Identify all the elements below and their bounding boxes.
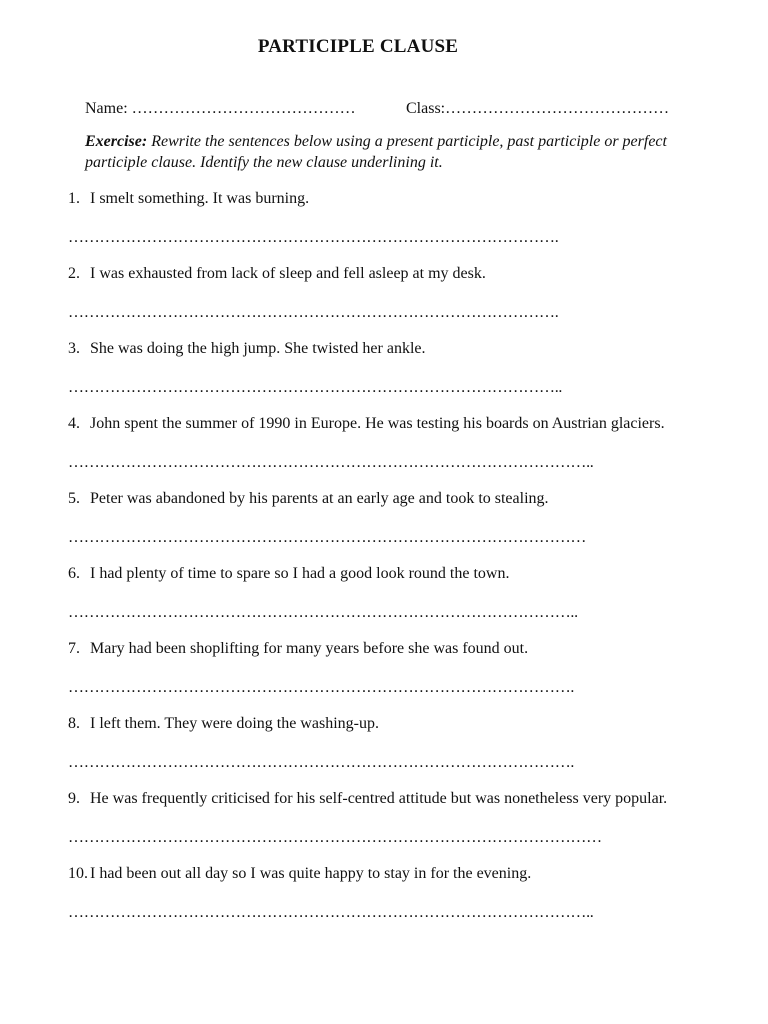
answer-line[interactable]: ……………………………………………………………………………………. bbox=[68, 754, 575, 771]
question-number: 2. bbox=[68, 265, 80, 282]
answer-line[interactable]: …………………………………………………………………………………. bbox=[68, 304, 559, 321]
question-number: 9. bbox=[68, 790, 80, 807]
question-text: She was doing the high jump. She twisted her ankle. bbox=[90, 340, 426, 357]
question-item bbox=[68, 640, 728, 715]
question-number: 5. bbox=[68, 490, 80, 507]
answer-line[interactable]: ………………………………………………………………………………………… bbox=[68, 829, 602, 846]
question-item bbox=[68, 715, 728, 790]
question-number: 8. bbox=[68, 715, 80, 732]
question-number: 6. bbox=[68, 565, 80, 582]
question-item bbox=[68, 415, 728, 490]
question-text: I smelt something. It was burning. bbox=[90, 190, 310, 207]
question-item bbox=[68, 340, 728, 415]
answer-line[interactable]: ……………………………………………………………………………………….. bbox=[68, 454, 594, 471]
name-field[interactable]: Name: …………………………………… bbox=[85, 100, 356, 117]
question-text: Mary had been shoplifting for many years before she was found out. bbox=[90, 640, 529, 657]
question-number: 3. bbox=[68, 340, 80, 357]
question-text: I left them. They were doing the washing-up. bbox=[90, 715, 379, 732]
answer-line[interactable]: …………………………………………………………………………………….. bbox=[68, 604, 578, 621]
question-item bbox=[68, 265, 728, 340]
answer-line[interactable]: ……………………………………………………………………………………… bbox=[68, 529, 587, 546]
student-fields bbox=[85, 100, 670, 118]
question-text: I had plenty of time to spare so I had a good look round the town. bbox=[90, 565, 510, 582]
question-text: Peter was abandoned by his parents at an early age and took to stealing. bbox=[90, 490, 549, 507]
question-number: 10. bbox=[68, 865, 88, 882]
question-text: I was exhausted from lack of sleep and fell asleep at my desk. bbox=[90, 265, 486, 282]
answer-line[interactable]: …………………………………………………………………………………. bbox=[68, 229, 559, 246]
question-list bbox=[68, 190, 728, 940]
class-field[interactable]: Class:…………………………………… bbox=[406, 100, 670, 117]
question-item bbox=[68, 565, 728, 640]
answer-line[interactable]: ………………………………………………………………………………….. bbox=[68, 379, 563, 396]
question-text: He was frequently criticised for his self-centred attitude but was nonetheless very popular. bbox=[90, 790, 668, 807]
question-text: I had been out all day so I was quite happy to stay in for the evening. bbox=[90, 865, 532, 882]
question-number: 4. bbox=[68, 415, 80, 432]
question-item bbox=[68, 865, 728, 940]
question-text: John spent the summer of 1990 in Europe. He was testing his boards on Austrian glaciers. bbox=[90, 415, 665, 432]
question-number: 1. bbox=[68, 190, 80, 207]
exercise-label: Exercise: bbox=[85, 133, 148, 150]
question-item bbox=[68, 190, 728, 265]
answer-line[interactable]: ……………………………………………………………………………………. bbox=[68, 679, 575, 696]
answer-line[interactable]: ……………………………………………………………………………………….. bbox=[68, 904, 594, 921]
exercise-instructions bbox=[85, 131, 715, 173]
question-number: 7. bbox=[68, 640, 80, 657]
exercise-text: Rewrite the sentences below using a present participle, past participle or perfect participle clause. Identify the new clause underlining it. bbox=[85, 133, 667, 171]
question-item bbox=[68, 790, 728, 865]
question-item bbox=[68, 490, 728, 565]
page-title: PARTICIPLE CLAUSE bbox=[257, 36, 459, 57]
